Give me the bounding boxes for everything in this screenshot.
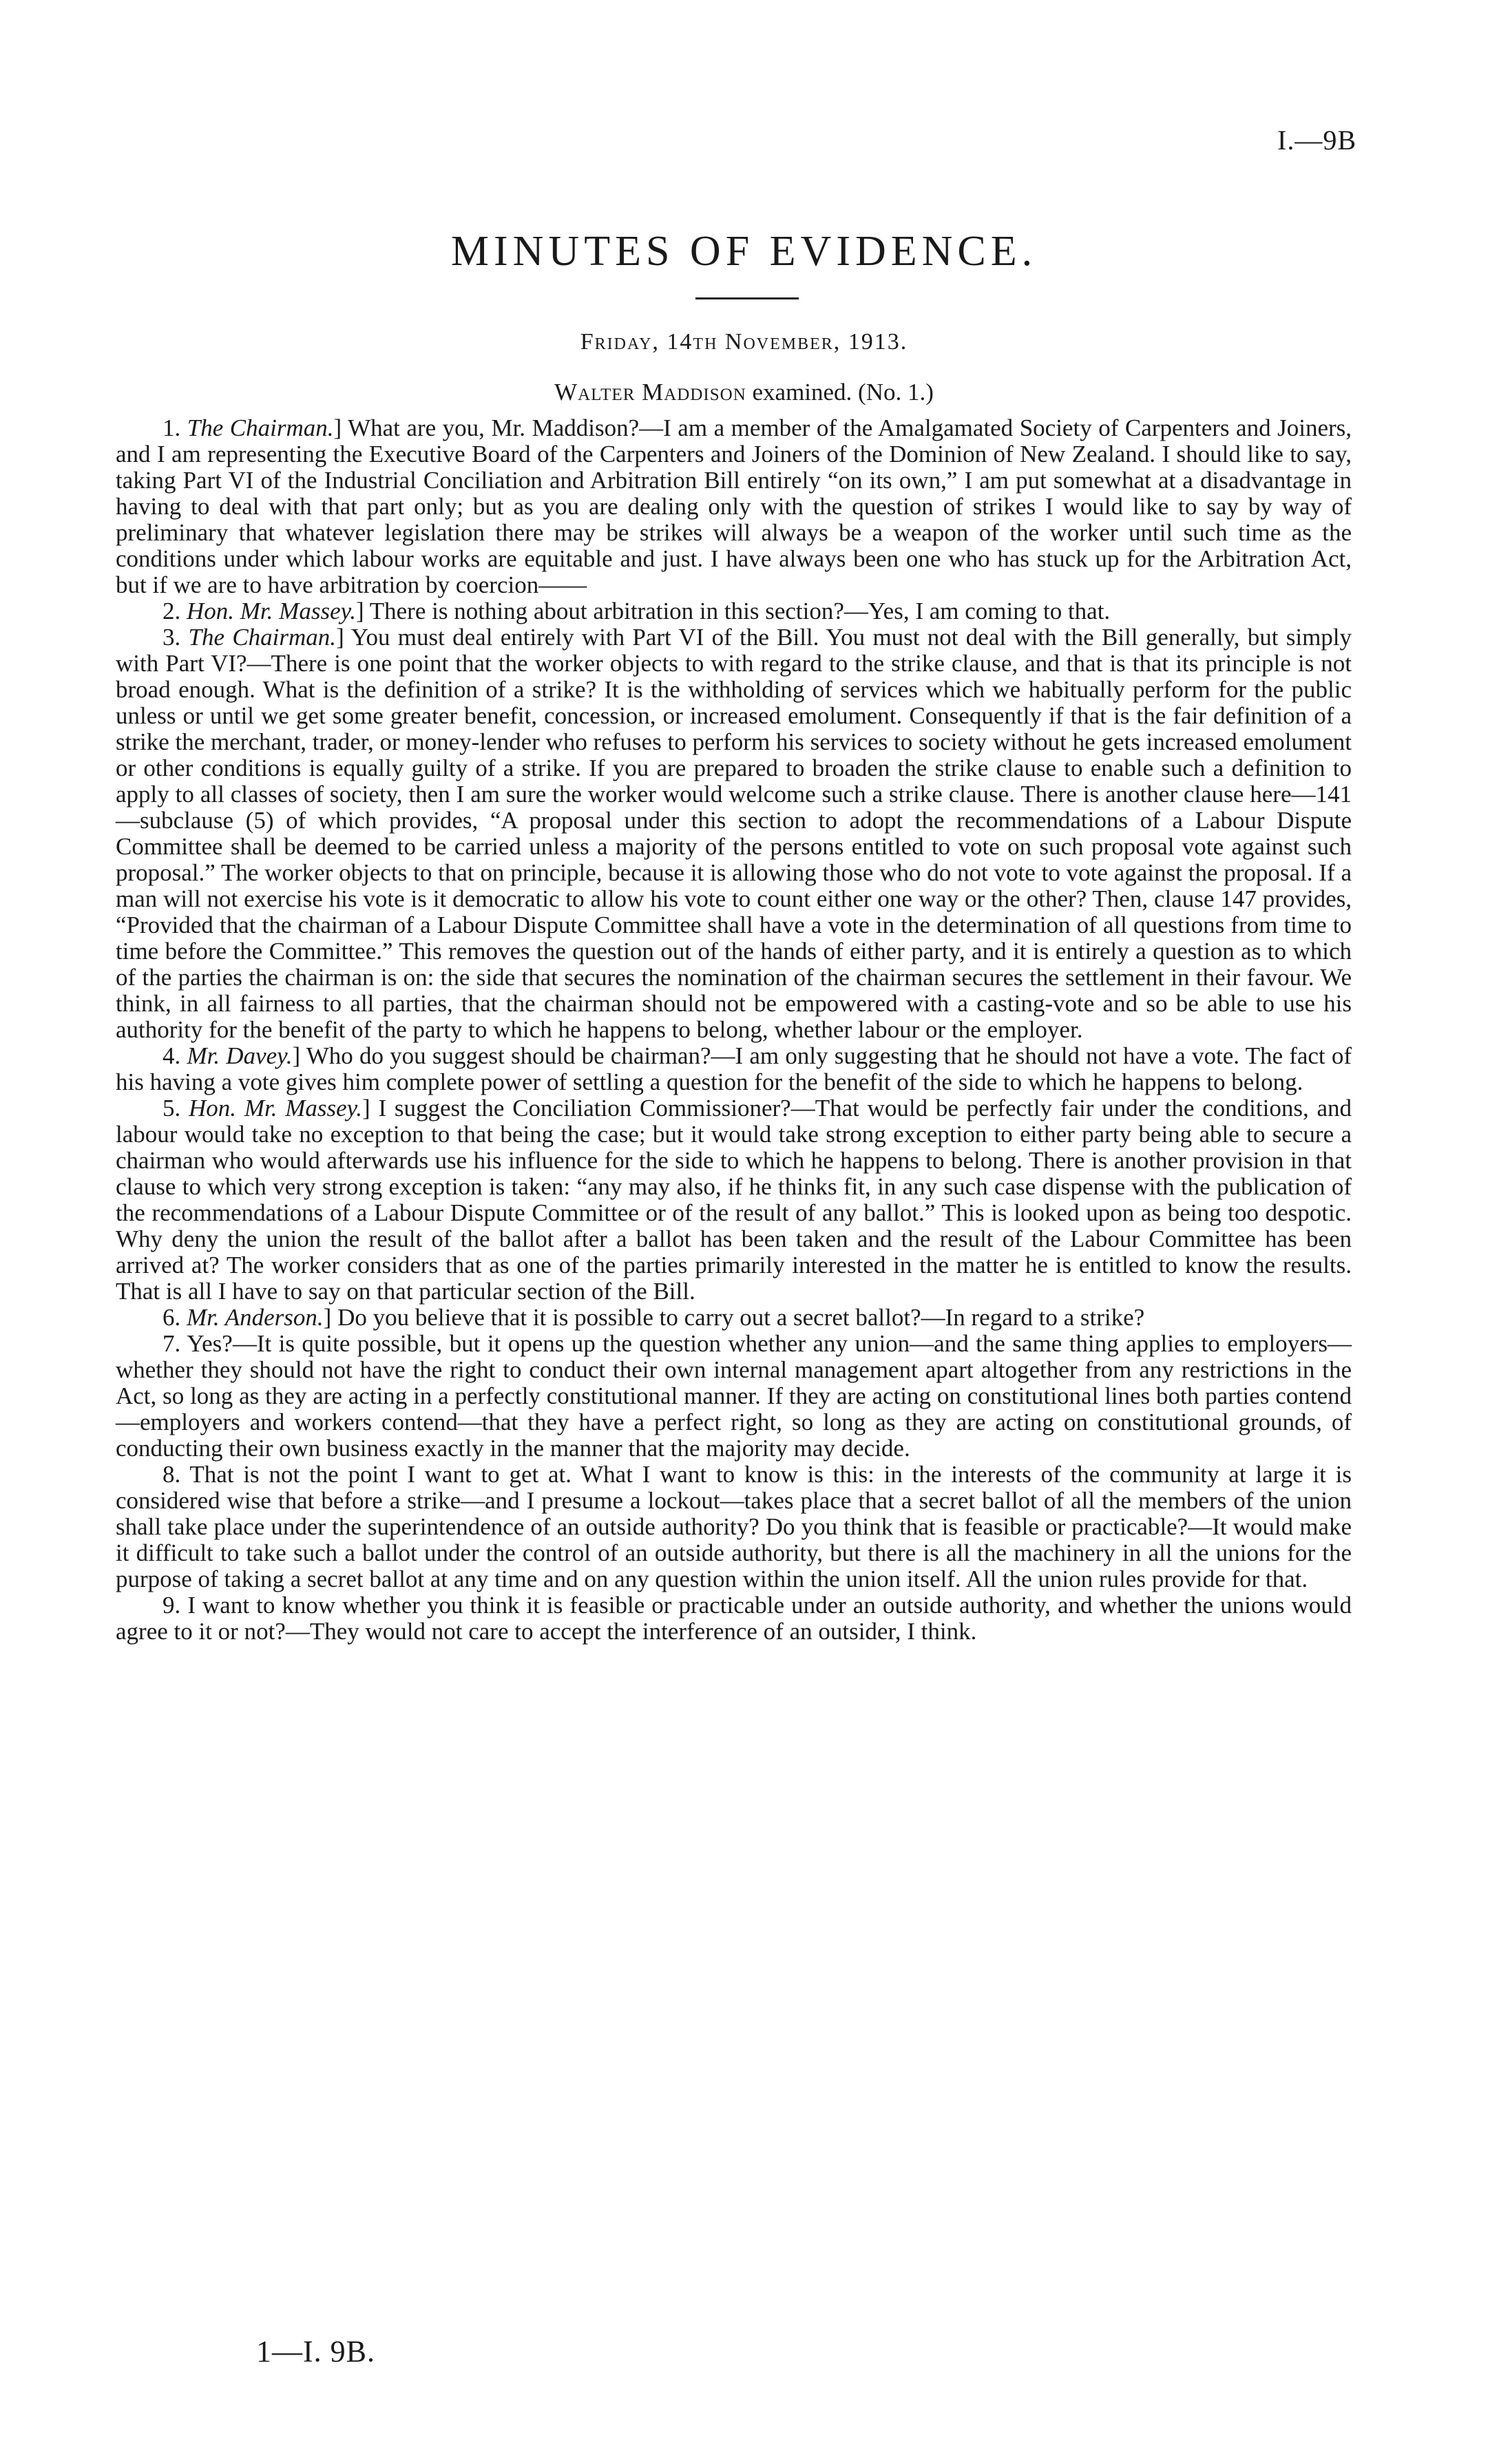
question-number: 7.: [163, 1330, 181, 1357]
paragraph-text: Who do you suggest should be chairman?—I am only suggesting that he should not have a vote. The fact of his having a vote gives him complete power of settling a question for the benefit of the side to which he happens to belong.: [116, 1042, 1352, 1095]
evidence-paragraph: [116, 1592, 1352, 1645]
evidence-paragraph: 3. The Chairman.] You must deal entirely with Part VI of the Bill. You must not deal with the Bill generally, but simply with Part VI?—There is one point that the worker objects to with regard to the strike clause, and that is that its principle is not broad enough. What is the definition of a strike? It is the withholding of services which we habitually perform for the public unless or until we get some greater benefit, concession, or increased emolument. Consequently if that is the fair definition of a strike the merchant, trader, or money-lender who refuses to perform his services to society without he gets increased emolument or other conditions is equally guilty of a strike. If you are prepared to broaden the strike clause to enable such a definition to apply to all classes of society, then I am sure the worker would welcome such a strike clause. There is another clause here—141—subclause (5) of which provides, “A proposal under this section to adopt the recommendations of a Labour Dispute Committee shall be deemed to be carried unless a majority of the persons entitled to vote on such proposal vote against such proposal.” The worker objects to that on principle, because it is allowing those who do not vote to vote against the proposal. If a man will not exercise his vote is it democratic to allow his vote to count either one way or the other? Then, clause 147 provides, “Provided that the chairman of a Labour Dispute Committee shall have a vote in the determination of all questions from time to time before the Committee.” This removes the question out of the hands of either party, and it is entirely a question as to which of the parties the chairman is on: the side that secures the nomination of the chairman secures the settlement in their favour. We think, in all fairness to all parties, that the chairman should not be empowered with a casting-vote and so be able to use his authority for the benefit of the party to which he happens to belong, whether labour or the employer.: [116, 624, 1352, 1043]
question-number: 4.: [163, 1042, 181, 1069]
question-number: 5.: [163, 1095, 181, 1122]
question-number: 3.: [163, 624, 181, 651]
witness-examined: examined. (No. 1.): [746, 379, 934, 406]
evidence-paragraph: 4. Mr. Davey.] Who do you suggest should be chairman?—I am only suggesting that he should not have a vote. The fact of his having a vote gives him complete power of settling a question for the benefit of the side to which he happens to belong.: [116, 1042, 1352, 1095]
question-number: 6.: [163, 1304, 181, 1331]
question-number: 9.: [163, 1592, 181, 1619]
paragraph-text: I want to know whether you think it is feasible or practicable under an outside authority, and whether the unions would agree to it or not?—They would not care to accept the interference of an outsider, I think.: [116, 1592, 1352, 1645]
evidence-body: [116, 415, 1352, 1645]
evidence-paragraph: 1. The Chairman.] What are you, Mr. Maddison?—I am a member of the Amalgamated Society of Carpenters and Joiners, and I am representing the Executive Board of the Carpenters and Joiners of the Dominion of New Zealand. I should like to say, taking Part VI of the Industrial Conciliation and Arbitration Bill entirely “on its own,” I am put somewhat at a disadvantage in having to deal with that part only; but as you are dealing only with the question of strikes I would like to say by way of preliminary that whatever legislation there may be strikes will always be a weapon of the worker until such time as the conditions under which labour works are equitable and just. I have always been one who has stuck up for the Arbitration Act, but if we are to have arbitration by coercion——: [116, 414, 1352, 598]
evidence-paragraph: 2. Hon. Mr. Massey.] There is nothing about arbitration in this section?—Yes, I am coming to that.: [163, 598, 1111, 624]
evidence-paragraph: 5. Hon. Mr. Massey.] I suggest the Conciliation Commissioner?—That would be perfectly fair under the conditions, and labour would take no exception to that being the case; but it would take strong exception to either party being able to secure a chairman who would afterwards use his influence for the side to which he happens to belong. There is another provision in that clause to which very strong exception is taken: “any may also, if he thinks fit, in any such case dispense with the publication of the recommendations of a Labour Dispute Committee or of the result of any ballot.” This is looked upon as being too despotic. Why deny the union the result of the ballot after a ballot has been taken and the result of the Labour Committee has been arrived at? The worker considers that as one of the parties primarily interested in the matter he is entitled to know the results. That is all I have to say on that particular section of the Bill.: [116, 1095, 1352, 1305]
page-reference: I.—9B: [1277, 125, 1356, 156]
footer-reference: 1—I. 9B.: [256, 2335, 375, 2368]
paragraph-text: What are you, Mr. Maddison?—I am a member of the Amalgamated Society of Carpenters and Joiners, and I am representing the Executive Board of the Carpenters and Joiners of the Dominion of New Zealand. I should like to say, taking Part VI of the Industrial Conciliation and Arbitration Bill entirely “on its own,” I am put somewhat at a disadvantage in having to deal with that part only; but as you are dealing only with the question of strikes I would like to say by way of preliminary that whatever legislation there may be strikes will always be a weapon of the worker until such time as the conditions under which labour works are equitable and just. I have always been one who has stuck up for the Arbitration Act, but if we are to have arbitration by coercion——: [116, 414, 1352, 598]
page-title: MINUTES OF EVIDENCE.: [450, 228, 1038, 275]
paragraph-text: I suggest the Conciliation Commissioner?—That would be perfectly fair under the conditions, and labour would take no exception to that being the case; but it would take strong exception to either party being able to secure a chairman who would afterwards use his influence for the side to which he happens to belong. There is another provision in that clause to which very strong exception is taken: “any may also, if he thinks fit, in any such case dispense with the publication of the recommendations of a Labour Dispute Committee or of the result of any ballot.” This is looked upon as being too despotic. Why deny the union the result of the ballot after a ballot has been taken and the result of the Labour Committee has been arrived at? The worker considers that as one of the parties primarily interested in the matter he is entitled to know the results. That is all I have to say on that particular section of the Bill.: [116, 1095, 1352, 1305]
date-line: Friday, 14th November, 1913.: [580, 329, 908, 355]
witness-name: Walter Maddison: [554, 379, 746, 406]
paragraph-text: Yes?—It is quite possible, but it opens up the question whether any union—and the same thing applies to employers—whether they should not have the right to conduct their own internal management apart altogether from any restrictions in the Act, so long as they are acting in a perfectly constitutional manner. If they are acting on constitutional lines both parties contend—employers and workers contend—that they have a perfect right, so long as they are acting on constitutional grounds, of conducting their own business exactly in the manner that the majority may decide.: [116, 1330, 1352, 1462]
paragraph-text: You must deal entirely with Part VI of the Bill. You must not deal with the Bill generally, but simply with Part VI?—There is one point that the worker objects to with regard to the strike clause, and that is that its principle is not broad enough. What is the definition of a strike? It is the withholding of services which we habitually perform for the public unless or until we get some greater benefit, concession, or increased emolument. Consequently if that is the fair definition of a strike the merchant, trader, or money-lender who refuses to perform his services to society without he gets increased emolument or other conditions is equally guilty of a strike. If you are prepared to broaden the strike clause to enable such a definition to apply to all classes of society, then I am sure the worker would welcome such a strike clause. There is another clause here—141—subclause (5) of which provides, “A proposal under this section to adopt the recommendations of a Labour Dispute Committee shall be deemed to be carried unless a majority of the persons entitled to vote on such proposal vote against such proposal.” The worker objects to that on principle, because it is allowing those who do not vote to vote against the proposal. If a man will not exercise his vote is it democratic to allow his vote to count either one way or the other? Then, clause 147 provides, “Provided that the chairman of a Labour Dispute Committee shall have a vote in the determination of all questions from time to time before the Committee.” This removes the question out of the hands of either party, and it is entirely a question as to which of the parties the chairman is on: the side that secures the nomination of the chairman secures the settlement in their favour. We think, in all fairness to all parties, that the chairman should not be empowered with a casting-vote and so be able to use his authority for the benefit of the party to which he happens to belong, whether labour or the employer.: [116, 624, 1352, 1043]
evidence-paragraph: 6. Mr. Anderson.] Do you believe that it is possible to carry out a secret ballot?—In regard to a strike?: [163, 1304, 1145, 1331]
speaker: The Chairman.: [188, 624, 337, 651]
paragraph-text: That is not the point I want to get at. What I want to know is this: in the interests of the community at large it is considered wise that before a strike—and I presume a lockout—takes place that a secret ballot of all the members of the union shall take place under the superintendence of an outside authority? Do you think that is feasible or practicable?—It would make it difficult to take such a ballot under the control of an outside authority, but there is all the machinery in all the unions for the purpose of taking a secret ballot at any time and on any question within the union itself. All the union rules provide for that.: [116, 1461, 1352, 1592]
paragraph-text: There is nothing about arbitration in this section?—Yes, I am coming to that.: [369, 598, 1111, 624]
speaker: Mr. Davey.: [187, 1042, 293, 1069]
witness-line: [0, 379, 1488, 406]
evidence-paragraph: [116, 1462, 1352, 1592]
question-number: 1.: [163, 414, 181, 441]
speaker: Hon. Mr. Massey.: [189, 1095, 363, 1122]
question-number: 2.: [163, 598, 181, 624]
evidence-paragraph: [116, 1331, 1352, 1462]
question-number: 8.: [163, 1461, 181, 1488]
title-divider: [695, 297, 799, 299]
speaker: The Chairman.: [187, 414, 334, 441]
paragraph-text: Do you believe that it is possible to carry out a secret ballot?—In regard to a strike?: [337, 1304, 1145, 1331]
speaker: Hon. Mr. Massey.: [187, 598, 356, 624]
speaker: Mr. Anderson.: [187, 1304, 324, 1331]
